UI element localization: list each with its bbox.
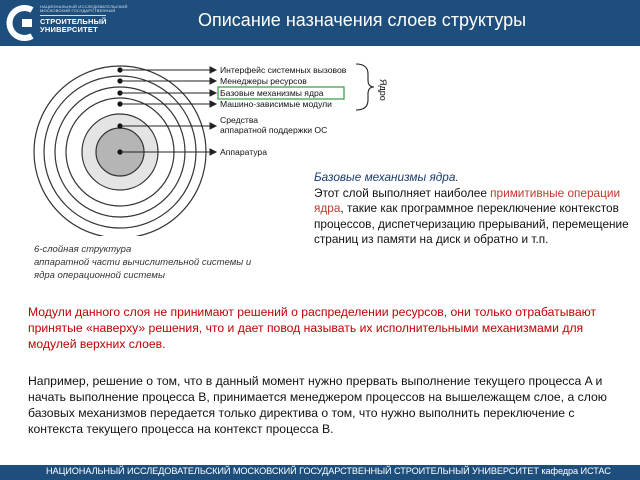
label-kernel: Ядро: [378, 79, 388, 101]
page-title: Описание назначения слоев структуры: [198, 10, 527, 30]
diagram-caption: [34, 243, 251, 282]
caption-line-3: ядра операционной системы: [34, 270, 165, 281]
kernel-bracket: [356, 64, 374, 110]
description-highlight: примитивные операции ядра: [314, 185, 621, 215]
description-body: [314, 186, 634, 248]
example-paragraph: Например, решение о том, что в данный момент нужно прервать выполнение текущего процесса A и начать выполнение процесса B, принимается менеджером процессов на вышележащем слое, а слою базовых механизмов передается только директива о том, что нужно выполнить переключение с контекста текущего процесса на контекст процесса B.: [28, 374, 607, 436]
logo-line-1: СТРОИТЕЛЬНЫЙ: [40, 17, 107, 27]
footer-text: НАЦИОНАЛЬНЫЙ ИССЛЕДОВАТЕЛЬСКИЙ МОСКОВСКИЙ ГОСУДАРСТВЕННЫЙ СТРОИТЕЛЬНЫЙ УНИВЕРСИТЕТ кафедра ИСТАС: [46, 466, 611, 476]
description-part-1: Этот слой выполняет наиболее: [314, 185, 491, 200]
caption-line-2: аппаратной части вычислительной системы и: [34, 257, 252, 268]
caption-line-1: 6-слойная структура: [34, 244, 132, 255]
label-syscall-interface: Интерфейс системных вызовов: [220, 65, 347, 75]
logo-line-2: УНИВЕРСИТЕТ: [40, 25, 98, 35]
red-paragraph: Модули данного слоя не принимают решений о распределении ресурсов, они только отрабатывают принятые «наверху» решения, что и дает повод называть их исполнительными механизмами для модулей верхних слоев.: [28, 305, 597, 351]
logo-small-line-1: НАЦИОНАЛЬНЫЙ ИССЛЕДОВАТЕЛЬСКИЙ: [40, 4, 128, 9]
university-logo-text: [40, 5, 128, 34]
label-resource-managers: Менеджеры ресурсов: [220, 76, 307, 86]
label-hw-support-2: аппаратной поддержки ОС: [220, 125, 328, 135]
footer-bar: [0, 465, 640, 480]
logo-divider: [40, 15, 106, 16]
label-hardware: Аппаратура: [220, 147, 267, 157]
header-bar: [0, 0, 640, 46]
logo-small-line-2: МОСКОВСКИЙ ГОСУДАРСТВЕННЫЙ: [40, 8, 116, 14]
label-machine-dependent: Машино-зависимые модули: [220, 99, 332, 109]
description-title: Базовые механизмы ядра.: [314, 170, 459, 184]
description-part-2: , такие как программное переключение контекстов процессов, диспетчеризацию прерываний, перемещение страниц из памяти на диск и обратно и т.п.: [314, 201, 629, 246]
university-logo-icon: [4, 4, 38, 42]
label-hw-support-1: Средства: [220, 115, 259, 125]
layer-description: [314, 170, 634, 248]
label-kernel-mechanisms: Базовые механизмы ядра: [220, 88, 324, 98]
